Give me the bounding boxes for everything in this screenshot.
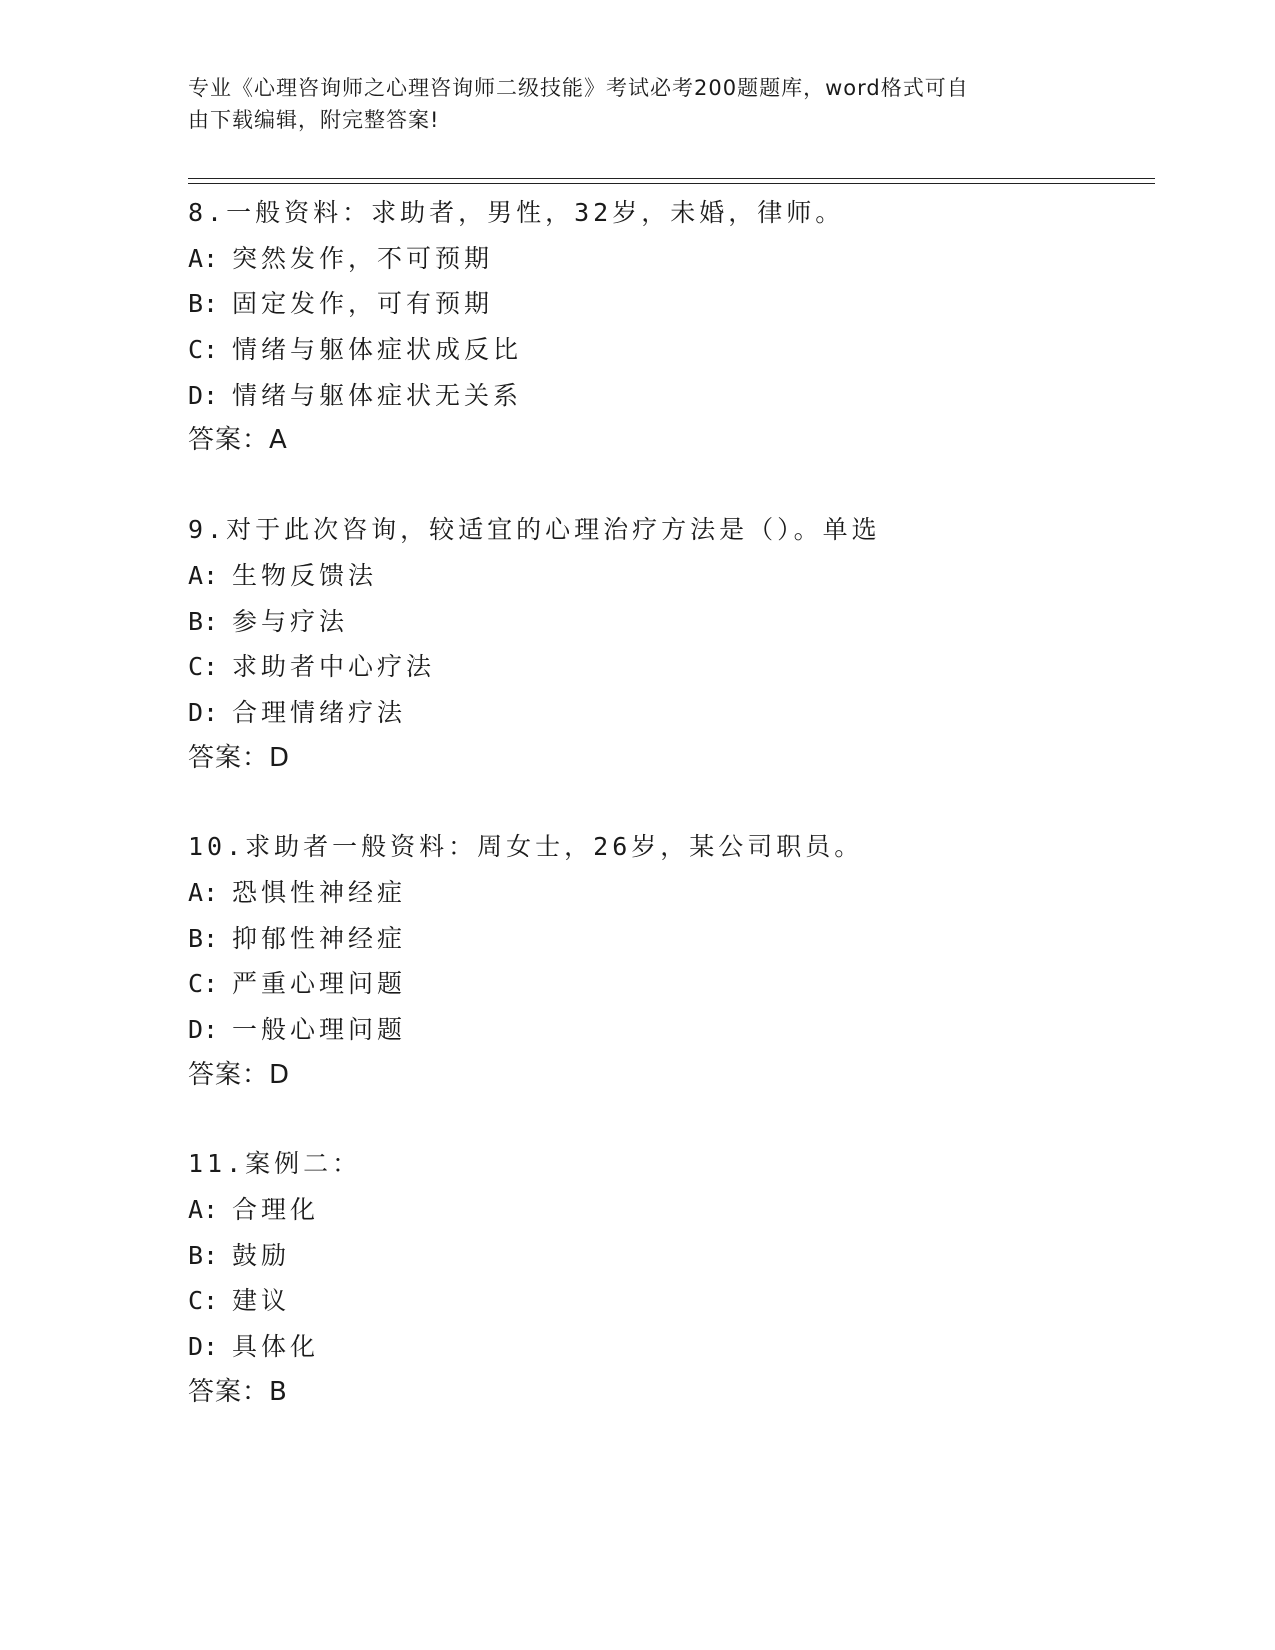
option-letter: D: [188,1015,219,1044]
question-stem: 10.求助者一般资料：周女士，26岁，某公司职员。 [188,832,864,862]
option-a [188,236,1148,282]
option-letter: B: [188,289,219,319]
question-11 [188,1141,1148,1415]
option-text: 鼓励 [232,1240,291,1270]
header-divider-bottom [188,183,1155,184]
option-text: 一般心理问题 [232,1015,407,1044]
option-letter: D: [188,380,219,410]
option-b [188,1233,1148,1279]
header-line-1: 专业《心理咨询师之心理咨询师二级技能》考试必考200题题库，word格式可自 [188,76,969,100]
answer-line: 答案：D [188,742,291,773]
option-c [188,961,1148,1007]
option-letter: D: [188,1332,219,1362]
document-header [188,72,1068,136]
option-c [188,1278,1148,1324]
option-text: 求助者中心疗法 [232,652,436,682]
header-line-2: 由下载编辑，附完整答案! [188,108,440,132]
question-stem: 8.一般资料：求助者，男性，32岁，未婚，律师。 [188,198,845,227]
option-text: 合理情绪疗法 [232,697,407,727]
question-list [188,190,1148,1459]
option-letter: B: [188,606,219,636]
answer-line: 答案：D [188,1059,291,1090]
answer-line: 答案：B [188,1376,288,1407]
question-10 [188,824,1148,1098]
option-letter: C: [188,969,219,999]
option-text: 抑郁性神经症 [232,923,407,953]
option-letter: A: [188,243,219,273]
option-letter: D: [188,697,219,727]
option-letter: C: [188,652,219,682]
option-letter: C: [188,1286,219,1316]
header-divider-top [188,178,1155,179]
option-a [188,870,1148,916]
option-b [188,599,1148,645]
option-a [188,1187,1148,1233]
option-b [188,281,1148,327]
option-text: 情绪与躯体症状成反比 [232,335,523,365]
option-text: 合理化 [232,1195,320,1225]
option-text: 固定发作，可有预期 [232,289,494,319]
option-text: 突然发作，不可预期 [232,243,494,273]
option-text: 参与疗法 [232,606,349,636]
question-8 [188,190,1148,464]
question-stem: 11.案例二： [188,1149,362,1179]
option-letter: C: [188,335,219,365]
option-text: 生物反馈法 [232,560,378,590]
option-a [188,553,1148,599]
option-text: 建议 [232,1286,291,1316]
option-text: 恐惧性神经症 [232,877,407,907]
option-d [188,1324,1148,1370]
option-letter: A: [188,1195,219,1225]
option-letter: B: [188,1240,219,1270]
option-text: 情绪与躯体症状无关系 [232,380,523,410]
option-d [188,690,1148,736]
option-c [188,327,1148,373]
question-9 [188,507,1148,781]
option-letter: A: [188,877,219,907]
option-letter: A: [188,560,219,590]
option-text: 严重心理问题 [232,969,407,999]
question-stem: 9.对于此次咨询，较适宜的心理治疗方法是（）。单选 [188,515,881,545]
option-d [188,1007,1148,1053]
option-letter: B: [188,923,219,953]
option-d [188,373,1148,419]
option-text: 具体化 [232,1332,320,1362]
option-b [188,916,1148,962]
option-c [188,644,1148,690]
answer-line: 答案：A [188,425,288,456]
